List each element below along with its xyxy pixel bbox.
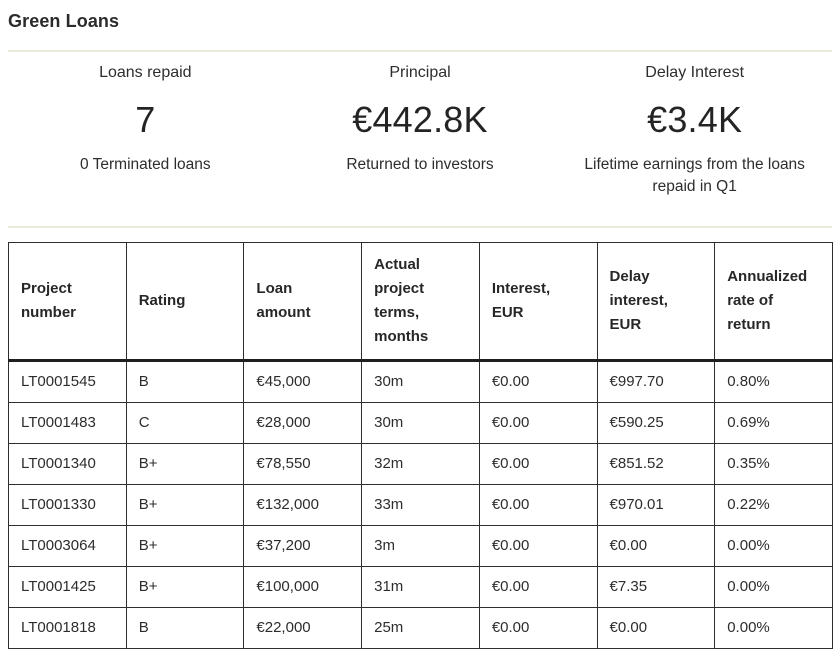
table-cell: LT0001425: [9, 567, 127, 608]
title-divider: [8, 50, 832, 52]
stat-subtext: Returned to investors: [346, 156, 494, 173]
stat-label: Loans repaid: [99, 64, 192, 81]
table-cell: B+: [126, 485, 244, 526]
table-cell: 33m: [362, 485, 480, 526]
stat-label: Principal: [389, 64, 451, 81]
table-cell: 0.80%: [715, 361, 833, 403]
table-cell: €100,000: [244, 567, 362, 608]
table-cell: B+: [126, 526, 244, 567]
stats-divider: [8, 226, 832, 228]
table-cell: €0.00: [479, 361, 597, 403]
table-cell: €0.00: [479, 567, 597, 608]
table-cell: LT0001340: [9, 444, 127, 485]
stat-subtext: Lifetime earnings from the loans repaid in Q1: [584, 156, 805, 195]
table-cell: €22,000: [244, 608, 362, 649]
column-header-annualized-rate: Annualized rate of return: [715, 243, 833, 361]
table-cell: €997.70: [597, 361, 715, 403]
table-cell: LT0001545: [9, 361, 127, 403]
stat-value: €3.4K: [647, 99, 743, 140]
table-cell: LT0001330: [9, 485, 127, 526]
table-cell: 0.69%: [715, 403, 833, 444]
stat-delay-interest: [557, 62, 832, 198]
table-cell: €0.00: [479, 403, 597, 444]
table-row: [9, 361, 833, 403]
page-title: Green Loans: [8, 11, 120, 31]
table-cell: €28,000: [244, 403, 362, 444]
loans-table-body: [9, 361, 833, 649]
table-cell: 0.00%: [715, 608, 833, 649]
table-cell: €37,200: [244, 526, 362, 567]
table-cell: 0.00%: [715, 567, 833, 608]
table-cell: €132,000: [244, 485, 362, 526]
stat-value: €442.8K: [352, 99, 488, 140]
table-cell: €0.00: [597, 608, 715, 649]
stats-summary: [8, 62, 832, 198]
table-cell: 0.35%: [715, 444, 833, 485]
column-header-interest: Interest, EUR: [479, 243, 597, 361]
table-cell: 32m: [362, 444, 480, 485]
table-cell: LT0003064: [9, 526, 127, 567]
table-row: [9, 403, 833, 444]
table-cell: LT0001818: [9, 608, 127, 649]
table-row: [9, 526, 833, 567]
table-row: [9, 608, 833, 649]
table-cell: €45,000: [244, 361, 362, 403]
table-cell: B+: [126, 567, 244, 608]
table-cell: 31m: [362, 567, 480, 608]
table-row: [9, 444, 833, 485]
stat-loans-repaid: [8, 62, 283, 198]
stat-value: 7: [135, 99, 156, 140]
table-cell: €970.01: [597, 485, 715, 526]
table-cell: €7.35: [597, 567, 715, 608]
header-row: [9, 243, 833, 361]
table-cell: €0.00: [479, 608, 597, 649]
table-cell: 30m: [362, 403, 480, 444]
column-header-delay-interest: Delay interest, EUR: [597, 243, 715, 361]
table-cell: €0.00: [479, 444, 597, 485]
table-cell: B+: [126, 444, 244, 485]
table-cell: C: [126, 403, 244, 444]
column-header-rating: Rating: [126, 243, 244, 361]
table-cell: €0.00: [479, 485, 597, 526]
loans-table: [8, 242, 833, 649]
column-header-project-number: Project number: [9, 243, 127, 361]
table-cell: B: [126, 608, 244, 649]
table-cell: 0.00%: [715, 526, 833, 567]
loans-table-header: [9, 243, 833, 361]
table-cell: €0.00: [597, 526, 715, 567]
table-cell: €851.52: [597, 444, 715, 485]
stat-principal: [283, 62, 558, 198]
table-cell: €0.00: [479, 526, 597, 567]
table-cell: 0.22%: [715, 485, 833, 526]
stat-label: Delay Interest: [645, 64, 745, 81]
table-row: [9, 485, 833, 526]
column-header-loan-amount: Loan amount: [244, 243, 362, 361]
page: [0, 9, 840, 649]
table-cell: €590.25: [597, 403, 715, 444]
table-cell: €78,550: [244, 444, 362, 485]
table-cell: LT0001483: [9, 403, 127, 444]
table-cell: 3m: [362, 526, 480, 567]
table-cell: B: [126, 361, 244, 403]
column-header-actual-project-terms: Actual project terms, months: [362, 243, 480, 361]
table-cell: 30m: [362, 361, 480, 403]
stat-subtext: 0 Terminated loans: [79, 156, 211, 173]
table-row: [9, 567, 833, 608]
table-cell: 25m: [362, 608, 480, 649]
